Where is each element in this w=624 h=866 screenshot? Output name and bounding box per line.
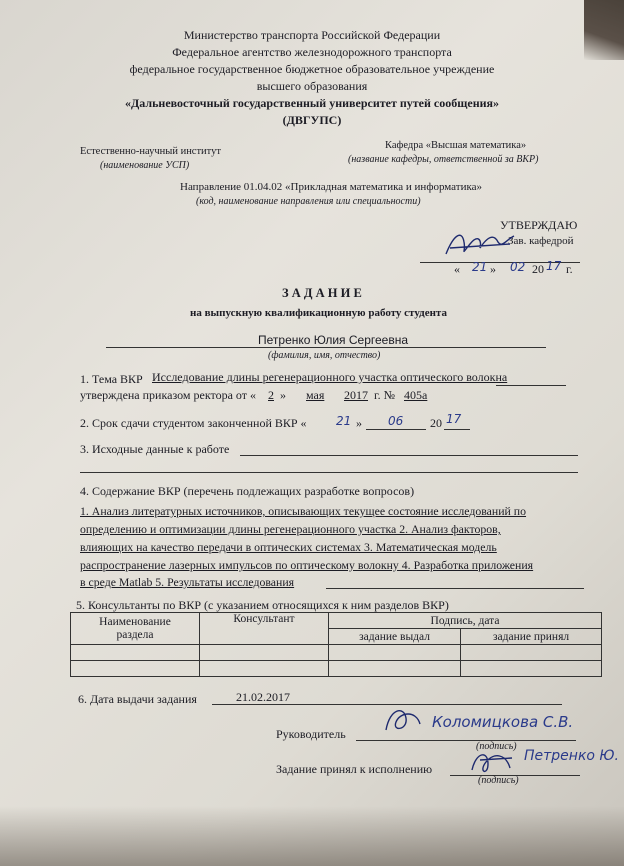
assignment-subtitle: на выпускную квалификационную работу студента	[190, 307, 447, 319]
institution-type-line: федеральное государственное бюджетное образовательное учреждение	[129, 62, 495, 76]
accepted-caption: (подпись)	[478, 775, 519, 786]
issue-date-value: 21.02.2017	[236, 690, 290, 704]
approval-year-end: г.	[566, 262, 573, 276]
department-name: Кафедра «Высшая математика»	[385, 140, 527, 151]
deadline-day: 21	[336, 414, 352, 428]
agency-line: Федеральное агентство железнодорожного транспорта	[172, 45, 452, 59]
order-year: 2017	[344, 388, 368, 402]
issue-date-label: 6. Дата выдачи задания	[78, 692, 197, 706]
consultants-label: 5. Консультанты по ВКР (с указанием относящихся к ним разделов ВКР)	[76, 598, 449, 612]
topic-label: 1. Тема ВКР	[80, 372, 143, 386]
content-label: 4. Содержание ВКР (перечень подлежащих разработке вопросов)	[80, 484, 415, 498]
deadline-year-prefix: 20	[430, 416, 442, 430]
source-label: 3. Исходные данные к работе	[80, 442, 230, 456]
direction-text: Направление 01.04.02 «Прикладная математика и информатика»	[180, 181, 483, 193]
student-name: Петренко Юлия Сергеевна	[258, 333, 409, 347]
university-name: «Дальневосточный государственный университет путей сообщения»	[124, 96, 500, 110]
accepted-name: Петренко Ю.	[524, 748, 619, 764]
header-section: Наименование раздела	[71, 613, 200, 645]
institute-name: Естественно-научный институт	[80, 146, 221, 157]
supervisor-signature	[378, 700, 428, 740]
table-row	[71, 661, 602, 677]
order-g: г. №	[374, 388, 396, 402]
approval-month: 02	[510, 260, 526, 274]
header-issued: задание выдал	[329, 629, 461, 645]
supervisor-caption: (подпись)	[476, 741, 517, 752]
order-number: 405а	[404, 388, 428, 402]
header-accepted: задание принял	[461, 629, 602, 645]
supervisor-label: Руководитель	[276, 727, 346, 741]
head-signature	[440, 222, 520, 262]
student-caption: (фамилия, имя, отчество)	[268, 350, 381, 361]
assignment-title: З А Д А Н И Е	[282, 286, 362, 300]
direction-caption: (код, наименование направления или специальности)	[196, 196, 421, 207]
deadline-label: 2. Срок сдачи студентом законченной ВКР «	[80, 416, 307, 430]
institute-caption: (наименование УСП)	[100, 160, 190, 171]
ministry-line: Министерство транспорта Российской Федерации	[183, 28, 441, 42]
university-abbr: (ДВГУПС)	[282, 113, 342, 127]
consultants-table	[70, 612, 602, 677]
order-month: мая	[306, 388, 325, 402]
approval-day: 21	[472, 260, 488, 274]
content-line-3: влияющих на качество передачи в оптических системах 3. Математическая модель	[80, 540, 497, 554]
content-line-5: в среде Matlab 5. Результаты исследования	[80, 575, 295, 589]
content-line-2: определению и оптимизации длины регенерационного участка 2. Анализ факторов,	[80, 522, 501, 536]
order-mid: »	[280, 388, 286, 402]
department-caption: (название кафедры, ответственной за ВКР)	[348, 154, 539, 165]
header-signature: Подпись, дата	[329, 613, 602, 629]
approval-q-close: »	[490, 262, 496, 276]
deadline-month: 06	[388, 414, 404, 428]
topic-value: Исследование длины регенерационного участка оптического волокна	[152, 370, 508, 384]
supervisor-name: Коломицкова С.В.	[432, 713, 574, 731]
table-row	[71, 645, 602, 661]
approval-role: Зав. кафедрой	[508, 235, 574, 247]
approval-title: УТВЕРЖДАЮ	[500, 218, 578, 232]
content-line-1: 1. Анализ литературных источников, описывающих текущее состояние исследований по	[80, 504, 527, 518]
content-line-4: распространение лазерных импульсов по оптическому волокну 4. Разработка приложения	[80, 558, 534, 572]
approval-year-suffix: 17	[546, 259, 562, 273]
bottom-shadow	[0, 806, 624, 866]
accepted-label: Задание принял к исполнению	[276, 762, 433, 776]
header-consultant: Консультант	[200, 613, 329, 645]
approval-q-open: «	[454, 262, 460, 276]
deadline-close: »	[356, 416, 362, 430]
order-day: 2	[268, 388, 274, 402]
order-label: утверждена приказом ректора от «	[80, 388, 256, 402]
approval-year-prefix: 20	[532, 262, 544, 276]
deadline-year-suffix: 17	[446, 412, 462, 426]
education-level-line: высшего образования	[256, 79, 368, 93]
